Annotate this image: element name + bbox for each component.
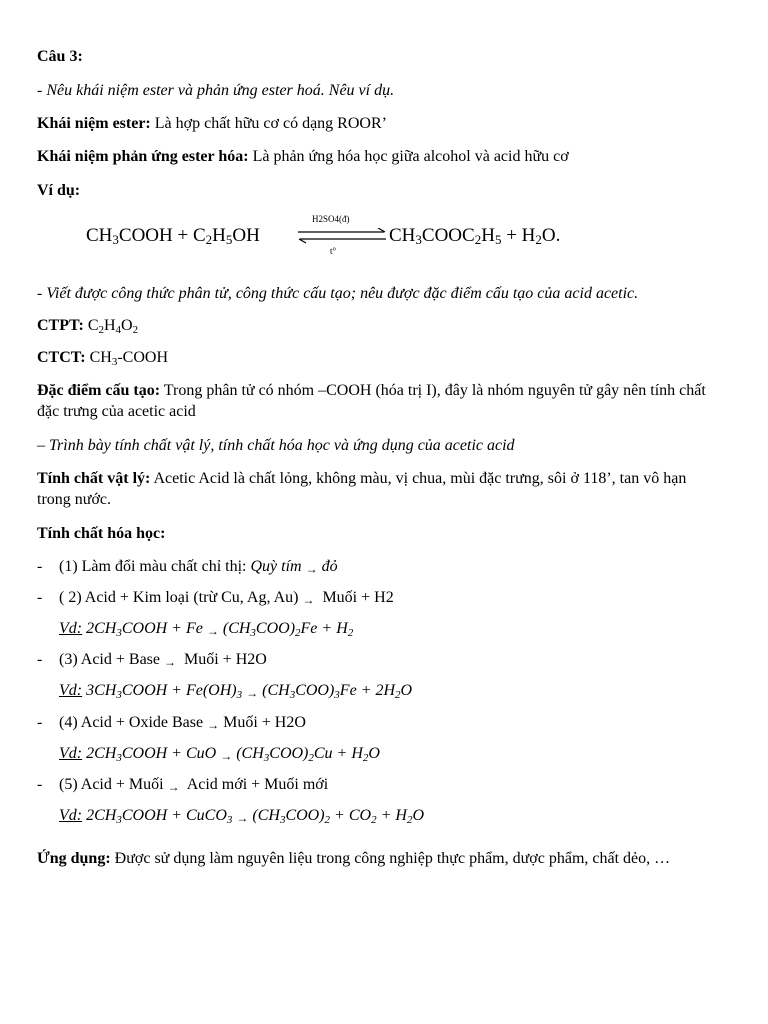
arrow-icon: → (305, 562, 318, 576)
applications-label: Ứng dụng: (37, 850, 111, 867)
structure-characteristics-text: Trong phân tử có nhóm –COOH (hóa trị I), đây là nhóm nguyên tử gây nên tính chất đặc trưng của acetic acid (37, 382, 706, 420)
example-item-5: Vd: $2CH_3COOH$ + CuCO$_3$ → $(CH_3COO)_2 + CO_2 + H_2O$ (59, 807, 424, 826)
section-heading-formula: - Viết được công thức phân tử, công thức cấu tạo; nêu được đặc điểm cấu tạo của acid acetic. (37, 285, 639, 302)
property-item-1-text: (1) Làm đổi màu chất chỉ thị: (59, 558, 251, 575)
vd-label: Vd: (59, 620, 83, 637)
equation-products: CH3COOC2H5 + H2O. (389, 225, 561, 247)
structural-formula-label: CTCT: (37, 349, 86, 366)
physical-properties (37, 468, 717, 510)
esterification-definition-text: Là phản ứng hóa học giữa alcohol và acid hữu cơ (248, 148, 569, 165)
ester-definition-label: Khái niệm ester: (37, 115, 151, 132)
example-label: Ví dụ: (37, 182, 81, 199)
arrow-icon: → (207, 718, 220, 732)
chemical-properties-label: Tính chất hóa học: (37, 525, 166, 542)
physical-properties-text: Acetic Acid là chất lỏng, không màu, vị chua, mùi đặc trưng, sôi ở 118’, tan vô hạn trong nước. (37, 470, 687, 508)
arrow-icon: → (167, 780, 180, 794)
arrow-icon: → (236, 811, 249, 825)
equation-heat: t° (330, 246, 337, 256)
physical-properties-label: Tính chất vật lý: (37, 470, 151, 487)
applications-text: Được sử dụng làm nguyên liệu trong công nghiệp thực phẩm, dược phẩm, chất dẻo, … (110, 850, 671, 867)
applications (37, 848, 717, 869)
section-heading-ester: - Nêu khái niệm ester và phản ứng ester hoá. Nêu ví dụ. (37, 82, 395, 99)
structural-formula (37, 347, 168, 373)
equation-reactants: CH3COOH + C2H5OH (86, 225, 260, 247)
equilibrium-arrow-icon (296, 228, 388, 244)
bullet-dash: - (37, 558, 43, 575)
structure-characteristics (37, 380, 717, 422)
esterification-definition (37, 146, 569, 167)
arrow-icon: → (220, 749, 233, 763)
structural-formula-value: $CH_3$-COOH (89, 349, 168, 368)
esterification-definition-label: Khái niệm phản ứng ester hóa: (37, 148, 249, 165)
arrow-icon: → (246, 686, 259, 700)
vd-label: Vd: (59, 807, 83, 824)
structure-characteristics-label: Đặc điểm cấu tạo: (37, 382, 161, 399)
vd-label: Vd: (59, 682, 83, 699)
molecular-formula (37, 315, 138, 341)
question-title: Câu 3: (37, 48, 83, 65)
equation-catalyst: H2SO4(đ) (312, 214, 350, 224)
example-item-2: Vd: $2CH_3COOH + Fe \to (CH_3COO)_2Fe + H_2$ (59, 620, 354, 639)
arrow-icon: → (302, 593, 315, 607)
molecular-formula-value: $C_2H_4O_2$ (87, 317, 139, 336)
section-heading-properties: – Trình bày tính chất vật lý, tính chất hóa học và ứng dụng của acetic acid (37, 437, 515, 454)
ester-definition (37, 113, 387, 134)
bullet-dash: - (37, 714, 43, 731)
bullet-dash: - (37, 776, 43, 793)
example-item-3: Vd: $3CH_3COOH + Fe(OH)_3 \to (CH_3COO)_3Fe + 2H_2O$ (59, 682, 413, 701)
ester-definition-text: Là hợp chất hữu cơ có dạng ROOR’ (150, 115, 387, 132)
esterification-equation (86, 212, 606, 262)
example-item-4: Vd: $2CH_3COOH$ + CuO → $(CH_3COO)_2Cu + H_2O$ (59, 745, 380, 764)
arrow-icon: → (164, 655, 176, 669)
vd-label: Vd: (59, 745, 83, 762)
molecular-formula-label: CTPT: (37, 317, 84, 334)
arrow-icon: → (206, 624, 219, 638)
bullet-dash: - (37, 651, 43, 668)
bullet-dash: - (37, 589, 43, 606)
